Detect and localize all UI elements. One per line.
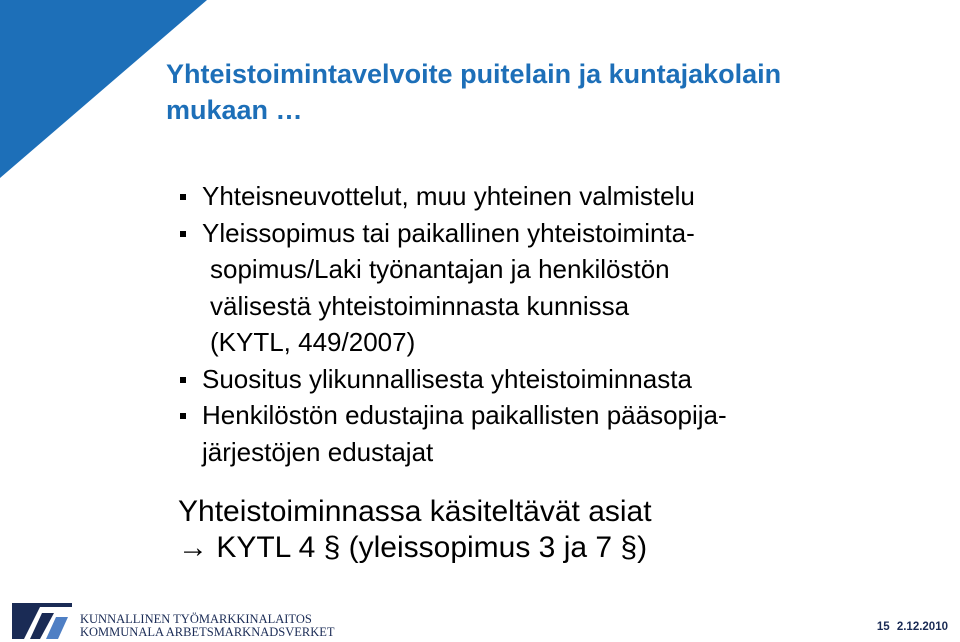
bullet-text-continued: järjestöjen edustajat: [202, 436, 434, 467]
bullet-text-continued: (KYTL, 449/2007): [210, 327, 416, 357]
title-line-2: mukaan …: [166, 95, 303, 125]
bullet-text-continued: sopimus/Laki työnantajan ja henkilöstön: [210, 254, 670, 284]
summary-block: [178, 494, 938, 566]
bullet-text: Yhteisneuvottelut, muu yhteinen valmistelu: [202, 181, 695, 211]
summary-line-2: → KYTL 4 § (yleissopimus 3 ja 7 §): [178, 531, 648, 564]
bullet-text-continued: välisestä yhteistoiminnasta kunnissa: [210, 290, 630, 321]
org-name-finnish: KUNNALLINEN TYÖMARKKINALAITOS: [80, 612, 312, 626]
bullet-item: [180, 215, 940, 361]
bullet-item: [180, 178, 940, 215]
bullet-item: [180, 397, 940, 470]
title-line-1: Yhteistoimintavelvoite puitelain ja kuntajakolain: [166, 59, 782, 89]
slide-date: 2.12.2010: [896, 621, 948, 633]
org-name-swedish: KOMMUNALA ARBETSMARKNADSVERKET: [80, 625, 335, 639]
organization-name: [80, 613, 335, 639]
summary-line-1: Yhteistoiminnassa käsiteltävät asiat: [178, 495, 652, 528]
bullet-text: Yleissopimus tai paikallinen yhteistoiminta-: [202, 217, 695, 248]
slide-footer-info: [873, 621, 948, 633]
bullet-item: [180, 361, 940, 398]
ktm-logo-icon: [12, 603, 72, 639]
slide-title: [166, 56, 946, 128]
bullet-text: Suositus ylikunnallisesta yhteistoiminnasta: [202, 363, 692, 394]
page-number: 15: [876, 621, 890, 633]
bullet-list: [180, 178, 940, 470]
bullet-text: Henkilöstön edustajina paikallisten pääsopija-: [202, 400, 727, 430]
